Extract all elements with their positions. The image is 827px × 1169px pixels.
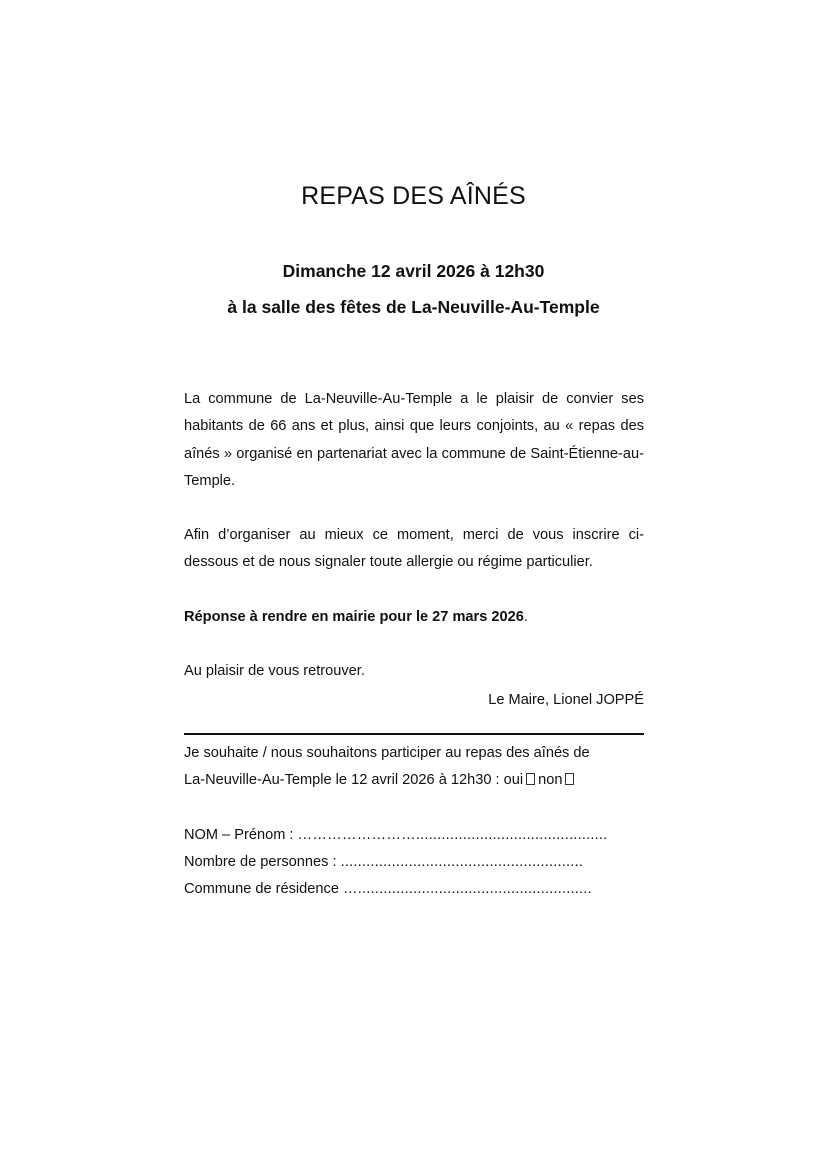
residence-field-row [184, 876, 654, 903]
name-field-row [184, 822, 654, 849]
response-deadline-period: . [523, 609, 528, 625]
form-intro-line-2 [184, 767, 654, 794]
option-no-label: non [538, 772, 563, 789]
people-count-field-row [184, 849, 654, 876]
registration-form-intro [184, 740, 654, 795]
document-title: REPAS DES AÎNÉS [301, 182, 526, 210]
checkbox-no[interactable] [565, 773, 574, 785]
residence-field-dots[interactable]: …....................................................... [343, 881, 592, 897]
name-field-dots[interactable]: ……………………............................................. [297, 827, 608, 843]
option-yes-label: oui [503, 772, 524, 789]
name-field-label: NOM – Prénom : [184, 827, 298, 843]
event-date-time: Dimanche 12 avril 2026 à 12h30 [282, 261, 545, 281]
residence-field-label: Commune de résidence [184, 881, 343, 897]
people-count-field-label: Nombre de personnes : [184, 854, 341, 870]
checkbox-yes[interactable] [526, 773, 535, 785]
cut-line-divider [184, 733, 644, 735]
event-location: à la salle des fêtes de La-Neuville-Au-Temple [227, 297, 600, 317]
form-intro-line-2-text: La-Neuville-Au-Temple le 12 avril 2026 à 12h30 : [184, 772, 504, 789]
response-deadline-text: Réponse à rendre en mairie pour le 27 mars 2026 [184, 609, 524, 625]
mayor-signature: Le Maire, Lionel JOPPÉ [488, 692, 644, 708]
registration-paragraph: Afin d’organiser au mieux ce moment, merci de vous inscrire ci-dessous et de nous signaler toute allergie ou régime particulier. [184, 527, 644, 571]
closing-line: Au plaisir de vous retrouver. [184, 663, 365, 679]
response-deadline [184, 604, 644, 631]
people-count-field-dots[interactable]: ......................................................... [340, 854, 584, 870]
invitation-paragraph: La commune de La-Neuville-Au-Temple a le plaisir de convier ses habitants de 66 ans et plus, ainsi que leurs conjoints, au « repas des aînés » organisé en partenariat avec la commune de Saint-Étienne-au-Temple. [184, 391, 644, 489]
form-intro-line-1: Je souhaite / nous souhaitons participer au repas des aînés de [184, 745, 590, 761]
